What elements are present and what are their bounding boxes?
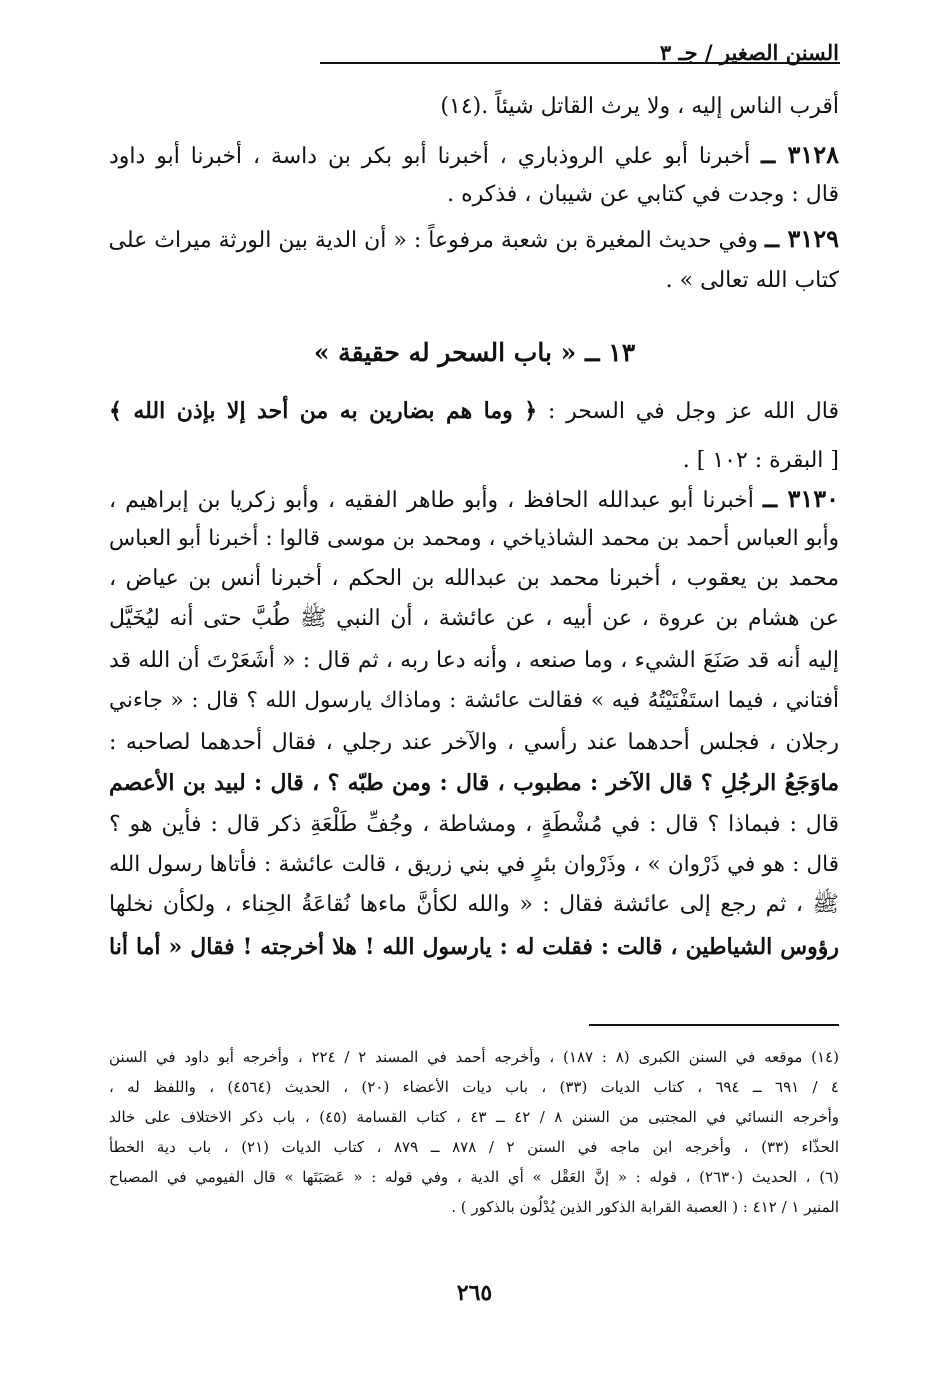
hadith-3130-line-5: إليه أنه قد صَنَعَ الشيء ، وما صنعه ، وأنه دعا ربه ، ثم قال : « أشَعَرْتَ أن الله قد <box>109 648 839 673</box>
footnote-line-5: (٦) ، الحديث (٢٦٣٠) ، قوله : « إنَّ العَقْل » أي الدية ، وفي قوله : « عَصَبَتَها » قال الفيومي في المصباح <box>109 1168 839 1186</box>
hadith-3129-line-2: كتاب الله تعالى » . <box>665 268 839 293</box>
verse-lead: قال الله عز وجل في السحر : <box>547 399 839 424</box>
chapter-title: ١٣ ــ « باب السحر له حقيقة » <box>313 338 636 367</box>
footnote-line-6: المنير ١ / ٤١٢ : ( العصبة القرابة الذكور الذين يُدْلُون بالذكور ) . <box>451 1198 839 1216</box>
hadith-3130-line-10: قال : هو في ذَرْوان » ، وذَرْوان بئرٍ في بني زريق ، قالت عائشة : فأتاها رسول الله <box>109 852 839 877</box>
hadith-text: وفي حديث المغيرة بن شعبة مرفوعاً : « أن الدية بين الورثة ميراث على <box>108 228 759 253</box>
hadith-text: أخبرنا أبو علي الروذباري ، أخبرنا أبو بكر بن داسة ، أخبرنا أبو داود <box>109 144 751 169</box>
header-rule <box>320 62 840 64</box>
hadith-3130-line-9: قال : فبماذا ؟ قال : في مُشْطَةٍ ، ومشاطة ، وجُفِّ طَلْعَةِ ذكر قال : فأين هو ؟ <box>109 812 839 837</box>
footnote-line-1: (١٤) موقعه في السنن الكبرى (٨ : ١٨٧) ، وأخرجه أحمد في المسند ٢ / ٢٢٤ ، وأخرجه أبو داود في السنن <box>109 1048 839 1066</box>
page-number: ٢٦٥ <box>456 1280 493 1306</box>
verse-line <box>109 396 839 427</box>
hadith-3130-line-8: ماوَجَعُ الرجُلِ ؟ قال الآخر : مطبوب ، قال : ومن طبّه ؟ ، قال : لبيد بن الأعصم <box>109 770 839 796</box>
hadith-3130-line-11: ﷺ ، ثم رجع إلى عائشة فقال : « والله لكأنَّ ماءها نُقاعَةُ الحِناء ، ولكأن نخلها <box>109 892 839 917</box>
running-head: السنن الصغير / جـ ٣ <box>659 40 839 65</box>
hadith-3130-line-1 <box>109 484 839 516</box>
hadith-3130-line-12: رؤوس الشياطين ، قالت : فقلت له : يارسول الله ! هلا أخرجته ! فقال « أما أنا <box>109 934 839 960</box>
hadith-3130-line-7: رجلان ، فجلس أحدهما عند رأسي ، والآخر عند رجلي ، فقال أحدهما لصاحبه : <box>109 730 839 755</box>
hadith-number: ٣١٢٩ ــ <box>765 224 839 253</box>
verse-reference: [ البقرة : ١٠٢ ] . <box>682 448 839 473</box>
footnote-line-4: الحذّاء (٣٣) ، وأخرجه ابن ماجه في السنن ٢ / ٨٧٨ ــ ٨٧٩ ، كتاب الديات (٢١) ، باب دية الخطأ <box>109 1138 840 1156</box>
hadith-3130-line-3: محمد بن يعقوب ، أخبرنا محمد بن عبدالله بن الحكم ، أخبرنا أنس بن عياض ، <box>109 566 839 591</box>
hadith-3128-line-2: قال : وجدت في كتابي عن شيبان ، فذكره . <box>447 182 839 207</box>
hadith-number: ٣١٣٠ ــ <box>762 484 840 513</box>
hadith-3128-line-1 <box>109 140 839 172</box>
paragraph-line: أقرب الناس إليه ، ولا يرث القاتل شيئاً .(١٤) <box>440 94 839 119</box>
footnote-line-2: ٤ / ٦٩١ ــ ٦٩٤ ، كتاب الديات (٣٣) ، باب ديات الأعضاء (٢٠) ، الحديث (٤٥٦٤) ، واللفظ له ، <box>109 1078 839 1096</box>
hadith-text: أخبرنا أبو عبدالله الحافظ ، وأبو طاهر الفقيه ، وأبو زكريا بن إبراهيم ، <box>109 488 754 513</box>
hadith-number: ٣١٢٨ ــ <box>761 140 839 169</box>
hadith-3130-line-2: وأبو العباس أحمد بن محمد الشاذياخي ، ومحمد بن موسى قالوا : أخبرنا أبو العباس <box>109 526 839 551</box>
footnote-line-3: وأخرجه النسائي في المجتبى من السنن ٨ / ٤٢ ــ ٤٣ ، كتاب القسامة (٤٥) ، باب ذكر الاختلاف على خالد <box>109 1108 840 1126</box>
verse-quote: ﴿ وما هم بضارين به من أحد إلا بإذن الله ﴾ <box>109 398 538 424</box>
footnote-rule <box>589 1024 839 1026</box>
hadith-3130-line-6: أفتاني ، فيما استَفْتَيْتُهُ فيه » فقالت عائشة : وماذاك يارسول الله ؟ قال : « جاءني <box>109 688 839 713</box>
hadith-3130-line-4: عن هشام بن عروة ، عن أبيه ، عن عائشة ، أن النبي ﷺ طُبَّ حتى أنه ليُخَيَّل <box>109 606 839 631</box>
hadith-3129-line-1 <box>109 224 839 256</box>
